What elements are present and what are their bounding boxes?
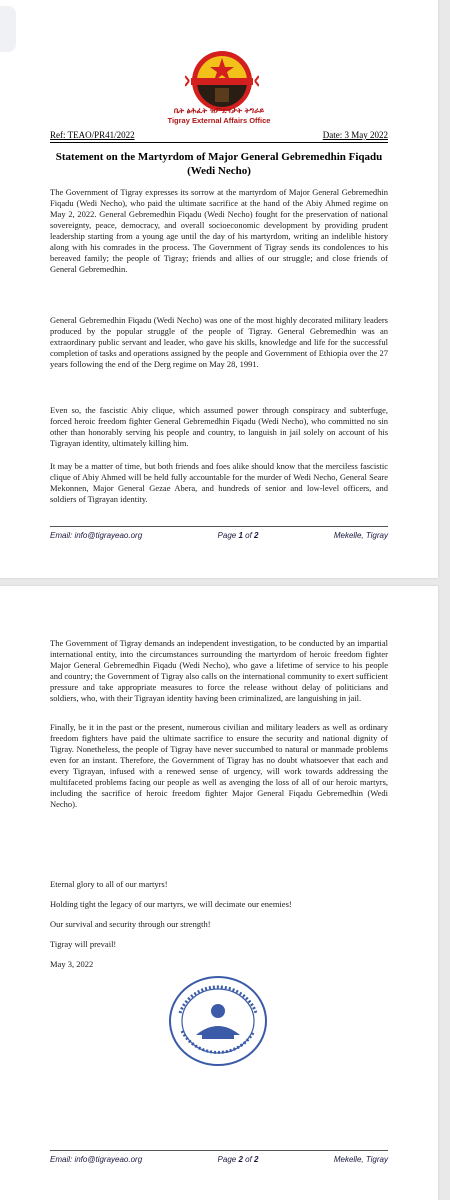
footer-city: Mekelle, Tigray <box>333 531 388 540</box>
footer-page-number: Page 2 of 2 <box>217 1155 259 1164</box>
statement-title: Statement on the Martyrdom of Major General Gebremedhin Fiqadu (Wedi Necho) <box>55 151 383 177</box>
document-page-2 <box>0 586 438 1200</box>
paragraph-3: Even so, the fascistic Abiy clique, which assumed power through conspiracy and subterfuge, forced heroic freedom fighter General Gebremedhin Fiqadu (Wedi Necho), who committed no sin other than honorably serving his people and country, to languish in jail solely on account of his Tigrayan identity, ultimately killing him. <box>50 405 388 448</box>
closing-line-3: Our survival and security through our strength! <box>50 919 211 929</box>
paragraph-1: The Government of Tigray expresses its sorrow at the martyrdom of Major General Gebremedhin Fiqadu (Wedi Necho), who paid the ultimate sacrifice at the hand of the Abiy Ahmed regime on May 2, 2022. General Gebremedhin Fiqadu (Wedi Necho) fought for the preservation of national sovereignty, peace, democracy, and overall socioeconomic development by providing prudent leadership starting from a young age until the day of his martyrdom, writing an indelible history along with his comrades in the process. The Government of Tigray sends its condolences to his bereaved family; the people of Tigray; friends and allies of our struggle; and close friends of General Gebremedhin. <box>50 187 388 274</box>
footer-city: Mekelle, Tigray <box>333 1155 388 1164</box>
paragraph-2: General Gebremedhin Fiqadu (Wedi Necho) was one of the most highly decorated military leaders produced by the popular struggle of the people of Tigray. General Gebremedhin was an extraordinary public servant and leader, who gave his skills, knowledge and life for the successful completion of tasks and operations assigned by the people and Government of Ethiopia over the 27 years following the end of the Derg regime on May 28, 1991. <box>50 315 388 369</box>
official-stamp-seal <box>166 973 270 1069</box>
paragraph-5: The Government of Tigray demands an independent investigation, to be conducted by an impartial international entity, into the circumstances surrounding the martyrdom of heroic freedom fighter Major General Gebremedhin Fiqadu (Wedi Necho), who gave a lifetime of service to his people and country; the Government of Tigray also calls on the international community to exert sufficient pressure and take appropriate measures to force the release without delay of politicians and soldiers, who, with their Tigrayan identity having been criminalized, are languishing in jail. <box>50 638 388 703</box>
org-name-amharic: ቤት ፅሕፈት ዝምድናታት ትግራይ <box>173 106 265 115</box>
paragraph-6: Finally, be it in the past or the present, numerous civilian and military leaders as well as ordinary freedom fighters have paid the ultimate sacrifice to ensure the security and national dignity of Tigray. Nonetheless, the people of Tigray have never succumbed to natural or manmade problems even for an instant. Therefore, the Government of Tigray has no doubt whatsoever that each and every Tigrayan, infused with a renewed sense of urgency, will work towards addressing the multifaceted problems facing our people as well as avenging the loss of all of our heroic martyrs, including the sacrifice of heroic freedom fighter Major General Fiqadu Gebremedhin (Wedi Necho). <box>50 722 388 809</box>
tigray-emblem-logo <box>185 48 259 114</box>
org-name-english: Tigray External Affairs Office <box>167 116 271 125</box>
footer-email: Email: info@tigrayeao.org <box>50 531 143 540</box>
signature-date: May 3, 2022 <box>50 959 94 969</box>
footer-email: Email: info@tigrayeao.org <box>50 1155 143 1164</box>
document-page-1 <box>0 0 438 578</box>
footer-page-number: Page 1 of 2 <box>217 531 259 540</box>
page-footer <box>50 1150 388 1164</box>
closing-line-4: Tigray will prevail! <box>50 939 117 949</box>
side-tab <box>0 6 16 52</box>
page-footer <box>50 526 388 540</box>
document-date: Date: 3 May 2022 <box>322 130 388 140</box>
closing-line-1: Eternal glory to all of our martyrs! <box>50 879 168 889</box>
reference-line <box>50 130 388 143</box>
paragraph-4: It may be a matter of time, but both friends and foes alike should know that the merciless fascistic clique of Abiy Ahmed will be held fully accountable for the murder of Wedi Necho, General Seare Mekonnen, Major General Gezae Abera, and hundreds of senior and low-level officers, and soldiers of Tigrayan identity. <box>50 461 388 504</box>
closing-line-2: Holding tight the legacy of our martyrs, we will decimate our enemies! <box>50 899 292 909</box>
reference-number: Ref: TEAO/PR41/2022 <box>50 130 135 140</box>
